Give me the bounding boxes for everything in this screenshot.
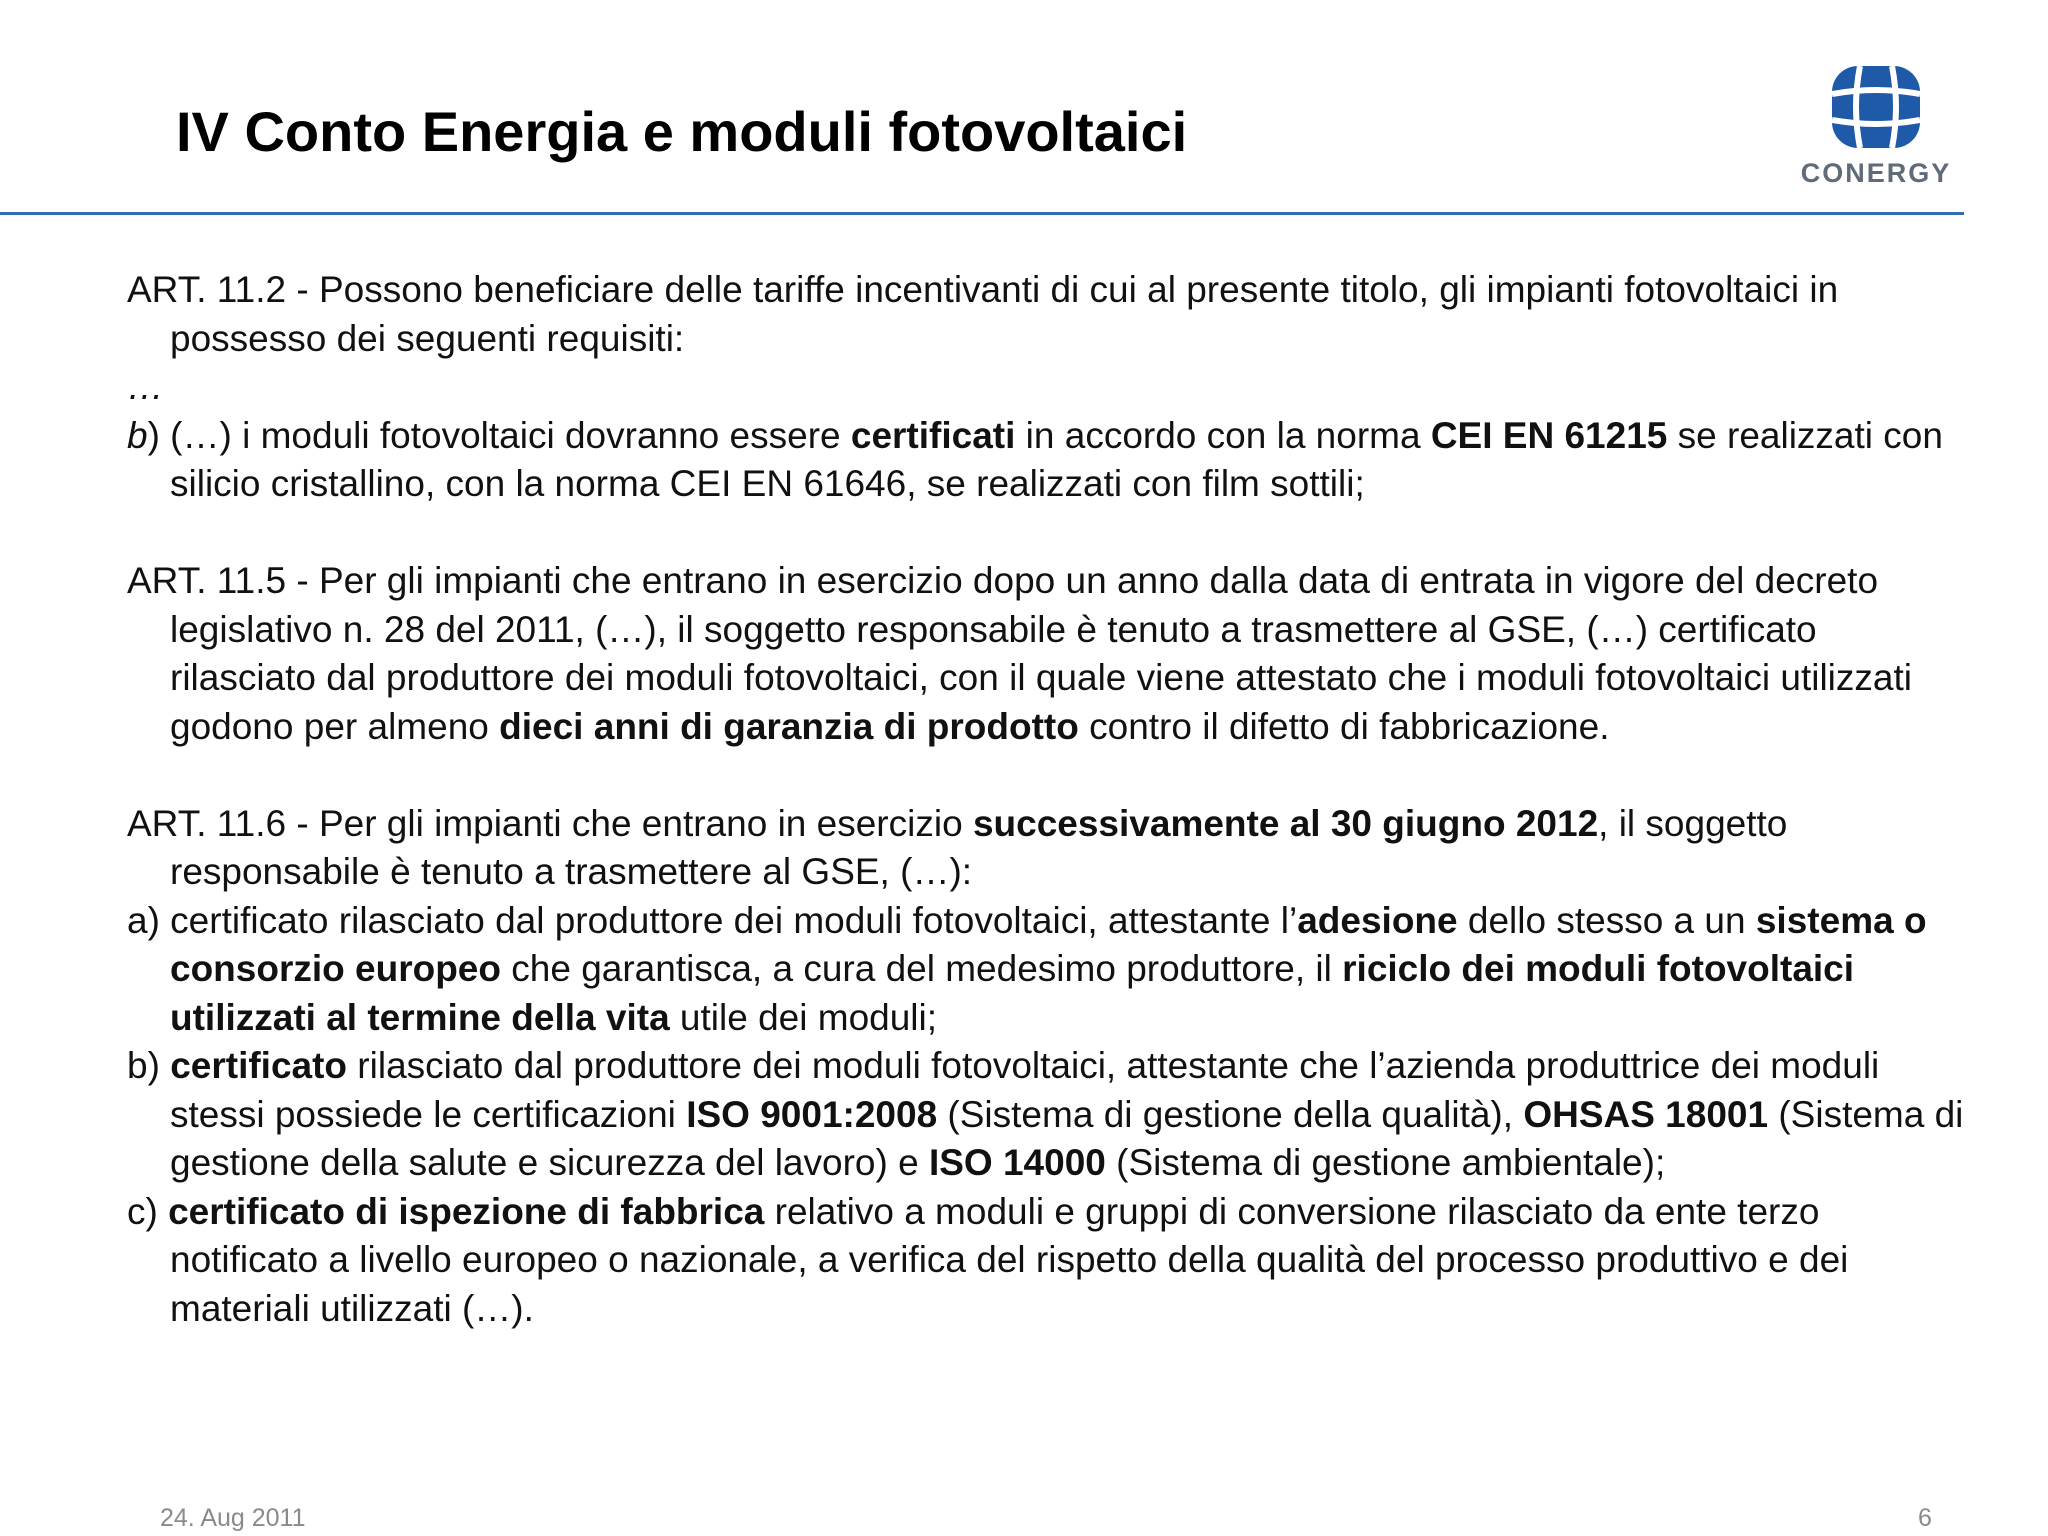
text-run: contro il difetto di fabbricazione. — [1078, 705, 1610, 747]
text-run: (Sistema di gestione della qualità), — [937, 1093, 1524, 1135]
emphasis-text: ISO 9001:2008 — [686, 1093, 938, 1135]
text-run: che garantisca, a cura del medesimo produttore, il — [500, 948, 1343, 989]
emphasis-text: adesione — [1297, 899, 1458, 941]
emphasis-text: successivamente al 30 giugno 2012 — [972, 802, 1599, 844]
text-run: b) — [127, 1045, 171, 1086]
text-run: ART. 11.6 - Per gli impianti che entrano in esercizio — [127, 802, 973, 844]
paragraph — [127, 266, 1967, 363]
text-run: (Sistema di gestione della salute e sicurezza del lavoro) e — [170, 1093, 1964, 1183]
paragraph — [127, 800, 1967, 897]
text-run: utile dei moduli; — [669, 996, 938, 1038]
emphasis-text: OHSAS 18001 — [1523, 1093, 1769, 1135]
paragraph — [127, 412, 1967, 509]
text-run: ART. 11.2 - Possono beneficiare delle tariffe incentivanti di cui al presente titolo, gli impianti fotovoltaici in possesso dei seguenti requisiti: — [127, 269, 1839, 359]
paragraph — [127, 1042, 1967, 1188]
emphasis-text: dieci anni di garanzia di prodotto — [499, 705, 1079, 747]
emphasis-text: riciclo dei moduli fotovoltaici utilizzati al termine della vita — [170, 948, 1855, 1038]
text-run: c) — [127, 1190, 169, 1232]
paragraph — [127, 363, 1967, 412]
header-divider — [0, 212, 1964, 215]
text-run: b — [127, 414, 148, 456]
emphasis-text: certificato di ispezione di fabbrica — [168, 1190, 765, 1232]
paragraph-spacer — [127, 751, 1967, 800]
logo-wordmark: CONERGY — [1800, 158, 1952, 188]
article-text — [127, 266, 1967, 1333]
paragraph — [127, 897, 1967, 1043]
emphasis-text: ISO 14000 — [928, 1142, 1106, 1183]
text-run: a) certificato rilasciato dal produttore dei moduli fotovoltaici, attestante l’ — [127, 899, 1298, 941]
paragraph-spacer — [127, 509, 1967, 558]
paragraph — [127, 1188, 1967, 1334]
text-run: in accordo con la norma — [1015, 414, 1431, 456]
emphasis-text: CEI EN 61215 — [1430, 414, 1668, 456]
emphasis-text: certificati — [850, 414, 1016, 456]
conergy-logo — [1790, 64, 1960, 194]
text-run: dello stesso a un — [1457, 899, 1756, 941]
text-run: , il soggetto responsabile è tenuto a trasmettere al GSE, (…): — [170, 802, 1788, 892]
text-run: (Sistema di gestione ambientale); — [1105, 1142, 1666, 1183]
slide-title: IV Conto Energia e moduli fotovoltaici — [176, 100, 1188, 163]
page-number: 6 — [1918, 1504, 1932, 1532]
paragraph — [127, 557, 1967, 751]
text-run: se realizzati con silicio cristallino, con la norma CEI EN 61646, se realizzati con film sottili; — [170, 414, 1943, 504]
text-run: … — [127, 366, 164, 407]
text-run: ART. 11.5 - Per gli impianti che entrano in esercizio dopo un anno dalla data di entrata in vigore del decreto legislativo n. 28 del 2011, (…), il soggetto responsabile è tenuto a trasmettere al GSE, (…) certificato rilasciato dal produttore dei moduli fotovoltaici, con il quale viene attestato che i moduli fotovoltaici utilizzati godono per almeno — [127, 560, 1912, 747]
footer-date: 24. Aug 2011 — [160, 1504, 306, 1532]
conergy-globe-icon — [1790, 64, 1960, 194]
text-run: ) (…) i moduli fotovoltaici dovranno essere — [147, 414, 851, 456]
emphasis-text: sistema o consorzio europeo — [170, 899, 1927, 989]
text-run: relativo a moduli e gruppi di conversione rilasciato da ente terzo notificato a livello europeo o nazionale, a verifica del rispetto della qualità del processo produttivo e dei materiali utilizzati (…). — [170, 1190, 1849, 1329]
text-run: rilasciato dal produttore dei moduli fotovoltaici, attestante che l’azienda produttrice dei moduli stessi possiede le certificazioni — [170, 1045, 1880, 1135]
emphasis-text: certificato — [170, 1045, 348, 1086]
